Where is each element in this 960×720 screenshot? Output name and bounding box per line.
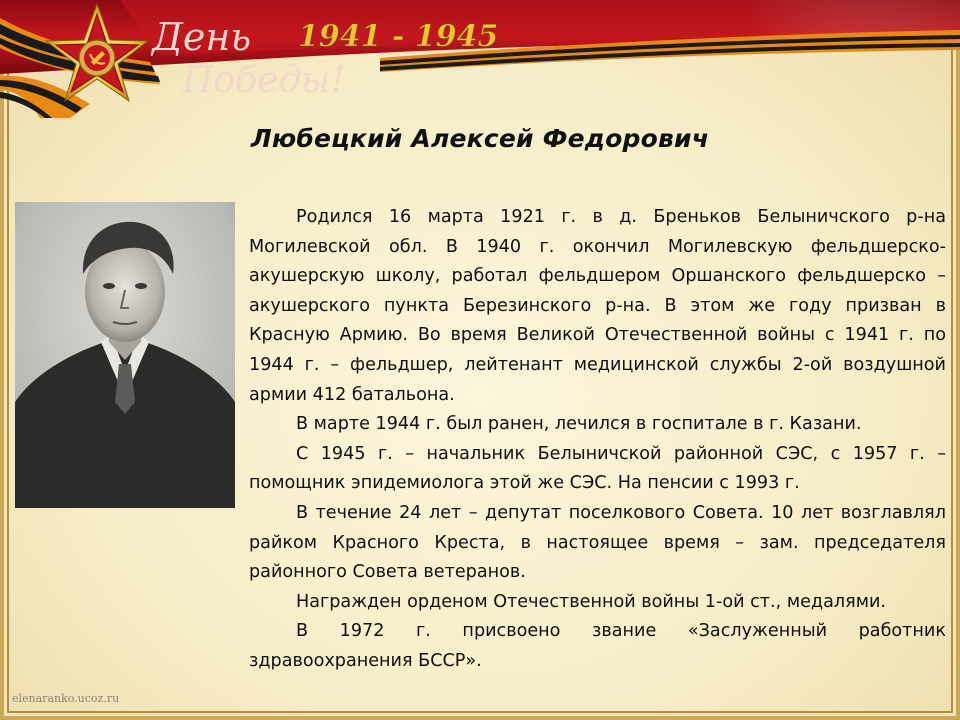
portrait-photo — [15, 202, 235, 508]
page-title: Любецкий Алексей Федорович — [250, 124, 710, 153]
bio-paragraph: Родился 16 марта 1921 г. в д. Бреньков Белыничского р-на Могилевской обл. В 1940 г. окончил Могилевскую фельдшерско-акушерскую школу, работал фельдшером Оршанского фельдшерско – акушерского пункта Березинского р-на. В этом же году призван в Красную Армию. Во время Великой Отечественной войны с 1941 г. по 1944 г. – фельдшер, лейтенант медицинской службы 2-ой воздушной армии 412 батальона. — [249, 207, 946, 405]
bio-paragraph: В марте 1944 г. был ранен, лечился в госпитале в г. Казани. — [296, 414, 862, 435]
biography — [249, 203, 946, 677]
bio-paragraph: С 1945 г. – начальник Белыничской районной СЭС, с 1957 г. – помощник эпидемиолога этой же СЭС. На пенсии с 1993 г. — [249, 443, 946, 494]
bio-paragraph: В течение 24 лет – депутат поселкового Совета. 10 лет возглавлял райком Красного Креста, в настоящее время – зам. председателя районного Совета ветеранов. — [249, 502, 946, 583]
brand-line2: Победы! — [182, 60, 345, 101]
site-watermark: elenaranko.ucoz.ru — [12, 692, 120, 705]
years-label: 1941 - 1945 — [298, 19, 499, 54]
brand-line1: День — [152, 15, 252, 59]
bio-paragraph: Награжден орденом Отечественной войны 1-ой ст., медалями. — [296, 591, 887, 612]
bio-paragraph: В 1972 г. присвоено звание «Заслуженный работник здравоохранения БССР». — [249, 621, 946, 671]
header-banner — [0, 0, 960, 118]
